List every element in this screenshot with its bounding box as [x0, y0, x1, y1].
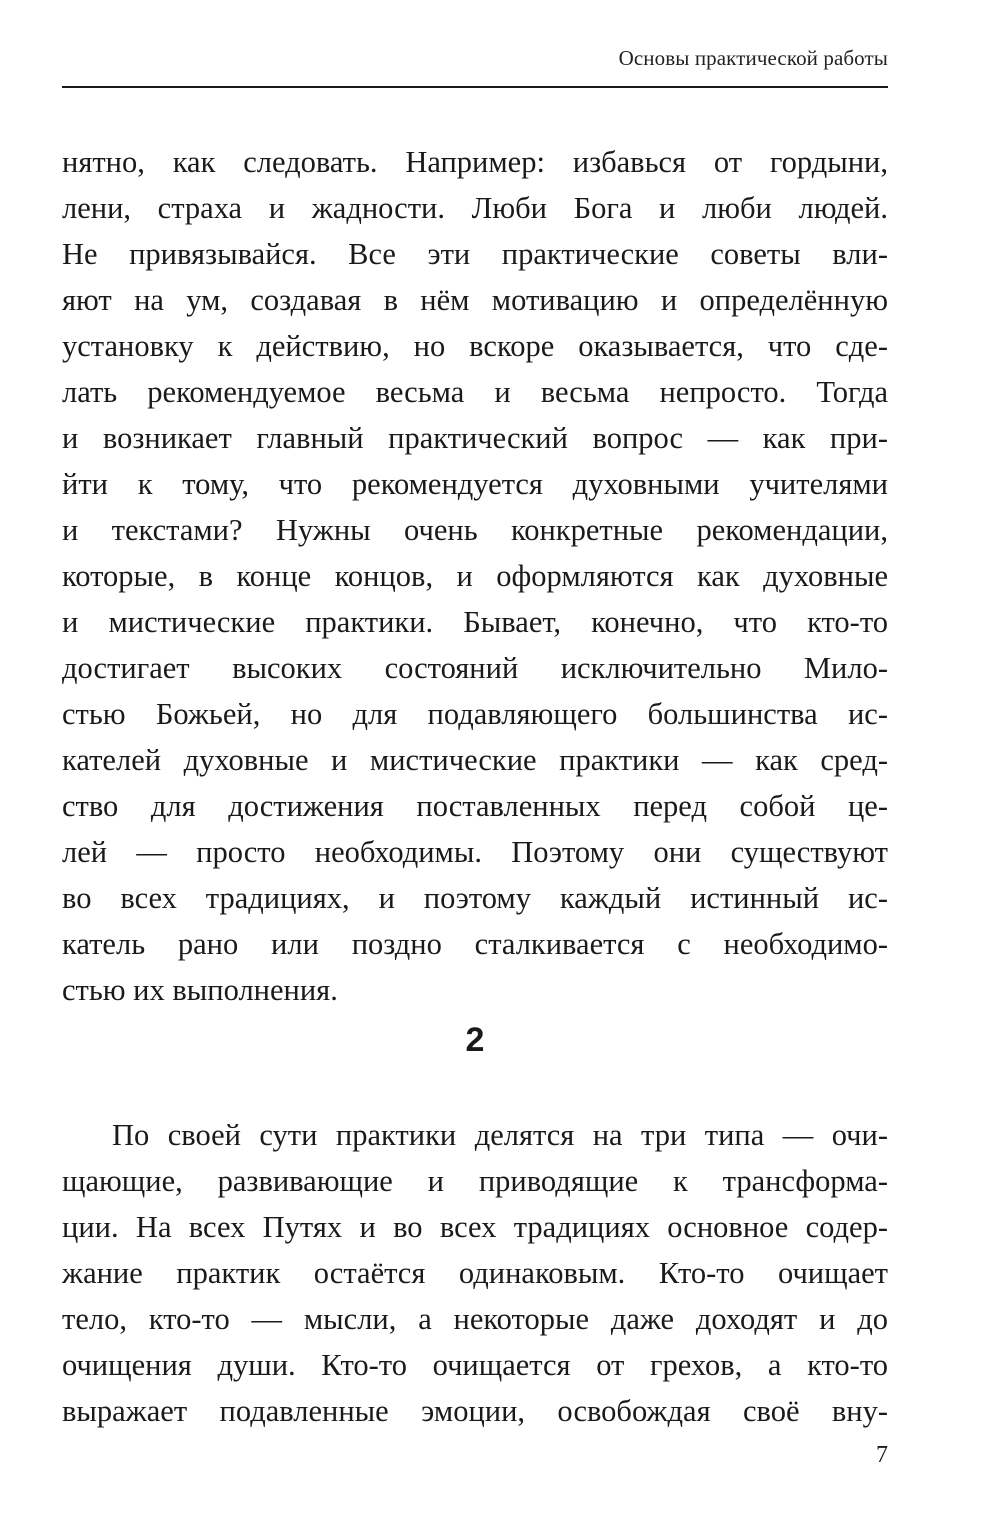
- text-line: очищения души. Кто-то очищается от грехов, а кто-то: [62, 1348, 888, 1382]
- text-line: ции. На всех Путях и во всех традициях основное содер-: [62, 1210, 888, 1244]
- text-line: и текстами? Нужны очень конкретные рекомендации,: [62, 513, 888, 547]
- text-line: тело, кто-то — мысли, а некоторые даже доходят и до: [62, 1302, 888, 1336]
- section-number: 2: [465, 1021, 485, 1059]
- text-line: лей — просто необходимы. Поэтому они существуют: [62, 835, 888, 869]
- text-line: катель рано или поздно сталкивается с необходимо-: [62, 927, 888, 961]
- text-line: щающие, развивающие и приводящие к трансформа-: [62, 1164, 888, 1198]
- text-line: Не привязывайся. Все эти практические советы вли-: [62, 237, 888, 271]
- text-line: во всех традициях, и поэтому каждый истинный ис-: [62, 881, 888, 915]
- running-head: Основы практической работы: [618, 46, 888, 70]
- text-line: нятно, как следовать. Например: избавься от гордыни,: [62, 145, 888, 179]
- text-line: и возникает главный практический вопрос — как при-: [62, 421, 888, 455]
- text-line: жание практик остаётся одинаковым. Кто-то очищает: [62, 1256, 888, 1290]
- text-line: лать рекомендуемое весьма и весьма непросто. Тогда: [62, 375, 888, 409]
- text-line: которые, в конце концов, и оформляются как духовные: [62, 559, 888, 593]
- text-line: выражает подавленные эмоции, освобождая своё вну-: [62, 1394, 888, 1428]
- text-line: установку к действию, но вскоре оказывается, что сде-: [62, 329, 888, 363]
- text-line: лени, страха и жадности. Люби Бога и люби людей.: [62, 191, 888, 225]
- text-line: стью их выполнения.: [62, 973, 338, 1007]
- text-line: стью Божьей, но для подавляющего большинства ис-: [62, 697, 888, 731]
- text-line: кателей духовные и мистические практики — как сред-: [62, 743, 888, 777]
- text-line: яют на ум, создавая в нём мотивацию и определённую: [62, 283, 888, 317]
- page-number: 7: [876, 1442, 888, 1468]
- text-line: и мистические практики. Бывает, конечно, что кто-то: [62, 605, 888, 639]
- header-rule: [62, 86, 888, 88]
- text-line: йти к тому, что рекомендуется духовными учителями: [62, 467, 888, 501]
- text-line: достигает высоких состояний исключительно Мило-: [62, 651, 888, 685]
- text-line: По своей сути практики делятся на три типа — очи-: [112, 1118, 888, 1152]
- text-line: ство для достижения поставленных перед собой це-: [62, 789, 888, 823]
